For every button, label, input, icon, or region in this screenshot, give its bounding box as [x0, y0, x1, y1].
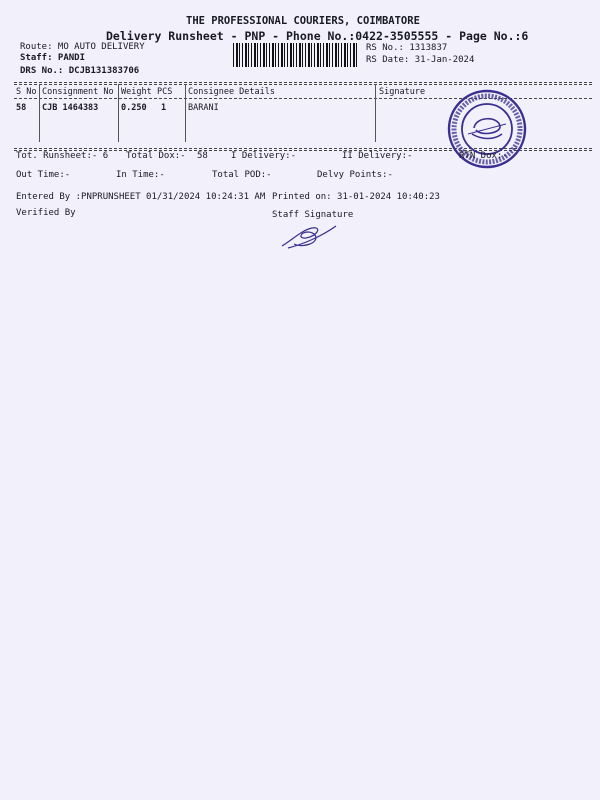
header-signature: Signature — [379, 87, 426, 97]
header-consignment: Consignment No — [42, 87, 114, 97]
i-delivery: I Delivery:- — [231, 151, 297, 161]
header-pcs: PCS — [157, 87, 173, 97]
total-dox-label: Total Dox:- — [126, 151, 186, 161]
route-text: Route: MO AUTO DELIVERY — [20, 42, 145, 52]
total-pod: Total POD:- — [212, 170, 272, 180]
tot-runsheet: Tot. Runsheet:- 6 — [16, 151, 109, 161]
table-top-rule — [14, 82, 592, 83]
header-sno: S No — [16, 87, 37, 97]
table-col-divider — [39, 84, 40, 142]
rs-number: RS No.: 1313837 — [366, 43, 448, 53]
printed-on: Printed on: 31-01-2024 10:40:23 — [272, 192, 440, 202]
out-time: Out Time:- — [16, 170, 71, 180]
barcode-image — [233, 43, 358, 67]
header-consignee: Consignee Details — [188, 87, 275, 97]
handwritten-signature — [278, 220, 340, 252]
runsheet-title: Delivery Runsheet - PNP - Phone No.:0422-3505555 - Page No.:6 — [106, 29, 529, 43]
staff-signature-label: Staff Signature — [272, 210, 354, 220]
header-weight: Weight — [121, 87, 152, 97]
drs-number: DRS No.: DCJB131383706 — [20, 66, 140, 76]
staff-text: Staff: PANDI — [20, 53, 86, 63]
rtn-dox: RTN Dox:- — [459, 151, 508, 161]
ii-delivery: II Delivery:- — [342, 151, 413, 161]
rs-date: RS Date: 31-Jan-2024 — [366, 55, 475, 65]
row-pcs: 1 — [161, 103, 167, 113]
table-col-divider — [375, 84, 376, 142]
row-weight: 0.250 — [121, 103, 147, 113]
total-dox-value: 58 — [197, 151, 208, 161]
table-top-rule-2 — [14, 84, 592, 85]
row-sno: 58 — [16, 103, 27, 113]
row-consignee: BARANI — [188, 103, 219, 113]
entered-by: Entered By :PNPRUNSHEET 01/31/2024 10:24:31 AM — [16, 192, 266, 202]
in-time: In Time:- — [116, 170, 165, 180]
verified-by: Verified By — [16, 208, 76, 218]
table-col-divider — [118, 84, 119, 142]
row-consignment: CJB 1464383 — [42, 103, 99, 113]
table-col-divider — [185, 84, 186, 142]
delvy-points: Delvy Points:- — [317, 170, 393, 180]
company-title: THE PROFESSIONAL COURIERS, COIMBATORE — [186, 15, 420, 27]
